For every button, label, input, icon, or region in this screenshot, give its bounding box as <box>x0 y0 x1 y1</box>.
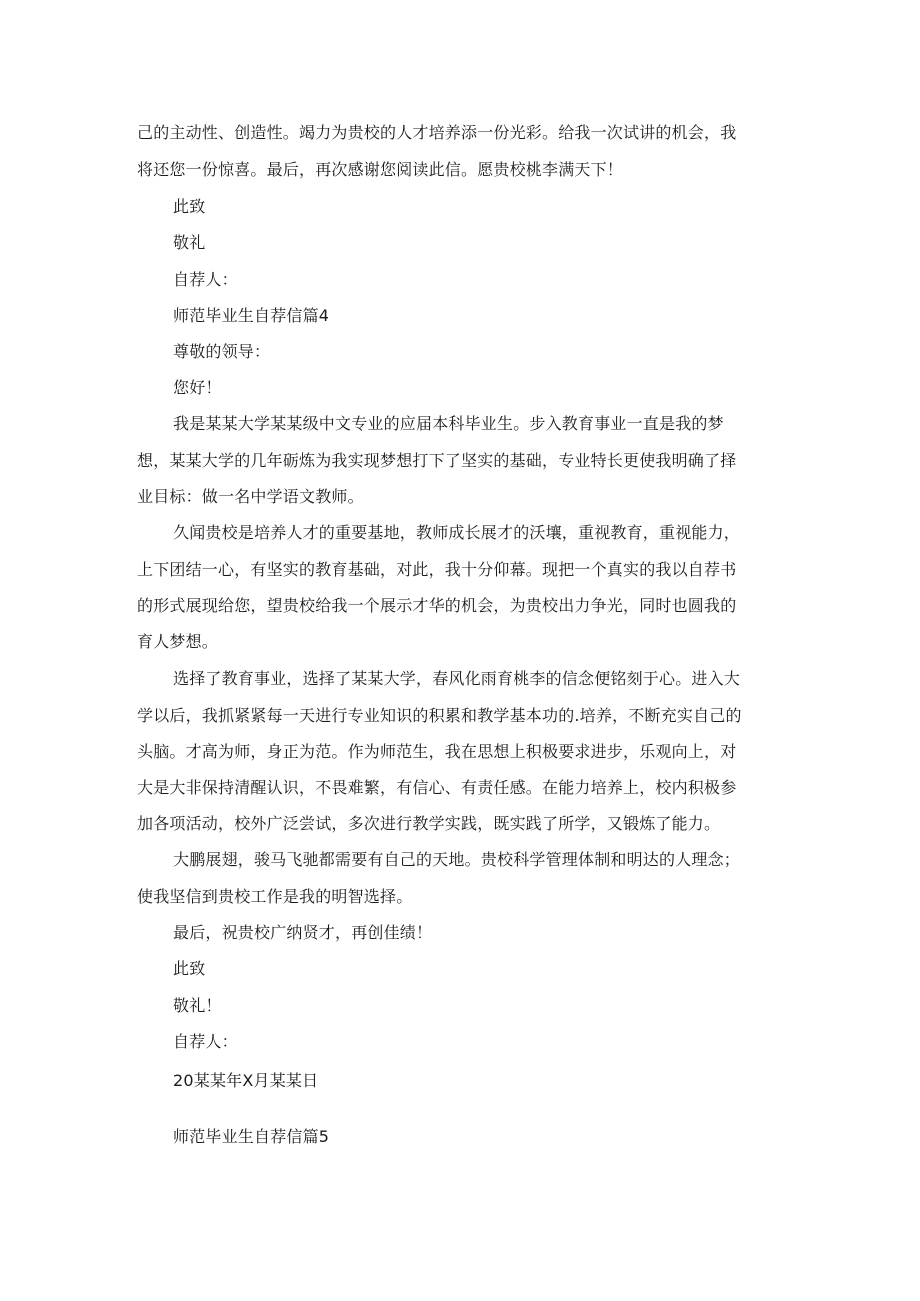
closing-salutation: 此致 <box>173 197 206 216</box>
paragraph-line: 将还您一份惊喜。最后，再次感谢您阅读此信。愿贵校桃李满天下！ <box>137 160 624 179</box>
paragraph-line: 己的主动性、创造性。竭力为贵校的人才培养添一份光彩。给我一次试讲的机会，我 <box>137 123 737 142</box>
paragraph-line: 大是大非保持清醒认识，不畏难繁，有信心、有责任感。在能力培养上，校内积极参 <box>137 778 737 797</box>
paragraph-line: 育人梦想。 <box>137 632 219 651</box>
paragraph-line: 的形式展现给您，望贵校给我一个展示才华的机会，为贵校出力争光，同时也圆我的 <box>137 596 737 615</box>
paragraph-line: 头脑。才高为师，身正为范。作为师范生，我在思想上积极要求进步，乐观向上，对 <box>137 742 737 761</box>
paragraph-line: 业目标：做一名中学语文教师。 <box>137 487 364 506</box>
greeting-hello: 您好！ <box>173 378 222 397</box>
closing-regards: 敬礼 <box>173 233 206 252</box>
paragraph-line: 学以后，我抓紧紧每一天进行专业知识的积累和教学基本功的.培养，不断充实自己的 <box>137 706 742 725</box>
paragraph-line: 上下团结一心，有坚实的教育基础，对此，我十分仰幕。现把一个真实的我以自荐书 <box>137 560 737 579</box>
closing-regards: 敬礼！ <box>173 996 222 1015</box>
paragraph-line: 使我坚信到贵校工作是我的明智选择。 <box>137 887 413 906</box>
greeting-line: 尊敬的领导： <box>173 342 271 361</box>
paragraph-line: 久闻贵校是培养人才的重要基地，教师成长展才的沃壤，重视教育，重视能力， <box>173 523 741 542</box>
paragraph-line: 最后，祝贵校广纳贤才，再创佳绩！ <box>173 923 433 942</box>
section-title: 师范毕业生自荐信篇5 <box>173 1127 330 1146</box>
closing-salutation: 此致 <box>173 959 206 978</box>
section-title: 师范毕业生自荐信篇4 <box>173 306 330 325</box>
paragraph-line: 加各项活动，校外广泛尝试，多次进行教学实践，既实践了所学，又锻炼了能力。 <box>137 814 721 833</box>
paragraph-line: 选择了教育事业，选择了某某大学，春风化雨育桃李的信念便铭刻于心。进入大 <box>173 669 741 688</box>
paragraph-line: 想，某某大学的几年砺炼为我实现梦想打下了坚实的基础，专业特长更使我明确了择 <box>137 451 737 470</box>
paragraph-line: 大鹏展翅，骏马飞驰都需要有自己的天地。贵校科学管理体制和明达的人理念； <box>173 850 741 869</box>
date-line: 20某某年X月某某日 <box>173 1071 319 1090</box>
signature-label: 自荐人： <box>173 1032 238 1051</box>
signature-label: 自荐人： <box>173 270 238 289</box>
paragraph-line: 我是某某大学某某级中文专业的应届本科毕业生。步入教育事业一直是我的梦 <box>173 414 724 433</box>
